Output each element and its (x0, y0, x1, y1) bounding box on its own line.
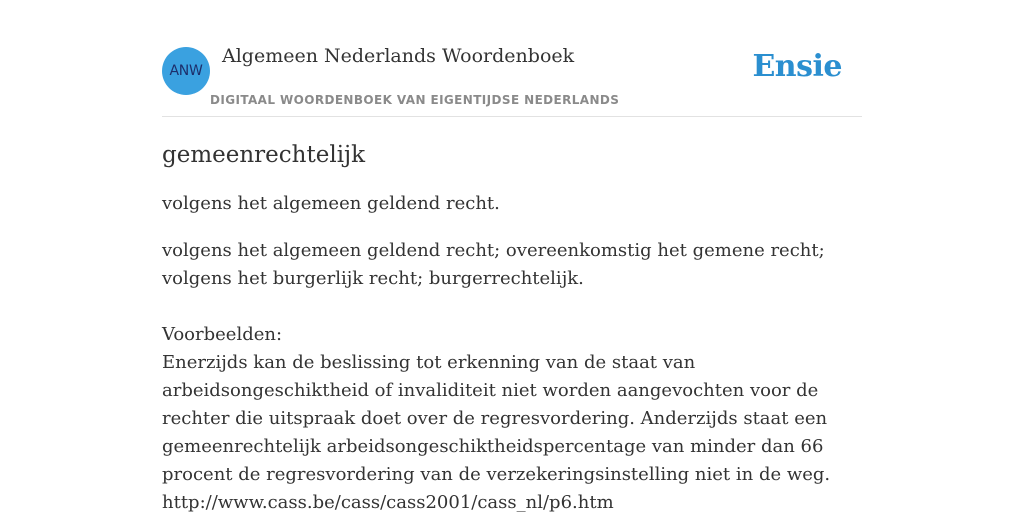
short-definition: volgens het algemeen geldend recht. (162, 193, 500, 214)
site-title[interactable]: Algemeen Nederlands Woordenboek (222, 45, 575, 67)
entry-content (162, 139, 862, 512)
anw-logo-text: ANW (169, 63, 203, 79)
entry-headword: gemeenrechtelijk (162, 142, 366, 168)
site-subtitle: DIGITAAL WOORDENBOEK VAN EIGENTIJDSE NEDERLANDS (210, 93, 620, 107)
long-definition: volgens het algemeen geldend recht; overeenkomstig het gemene recht; volgens het burgerlijk recht; burgerrechtelijk. (162, 240, 825, 289)
anw-logo[interactable] (162, 47, 210, 95)
examples-section (162, 321, 862, 512)
example-source-link[interactable]: http://www.cass.be/cass/cass2001/cass_nl/p6.htm (162, 492, 614, 512)
examples-label: Voorbeelden: (162, 324, 283, 345)
site-header (162, 0, 862, 117)
ensie-brand-link[interactable]: Ensie (752, 49, 842, 84)
example-text: Enerzijds kan de beslissing tot erkenning van de staat van arbeidsongeschiktheid of invaliditeit niet worden aangevochten voor de rechter die uitspraak doet over de regresvordering. Anderzijds staat een gemeenrechtelijk arbeidsongeschiktheidspercentage van minder dan 66 procent de regresvordering van de verzekeringsinstelling niet in de weg. (162, 352, 831, 485)
